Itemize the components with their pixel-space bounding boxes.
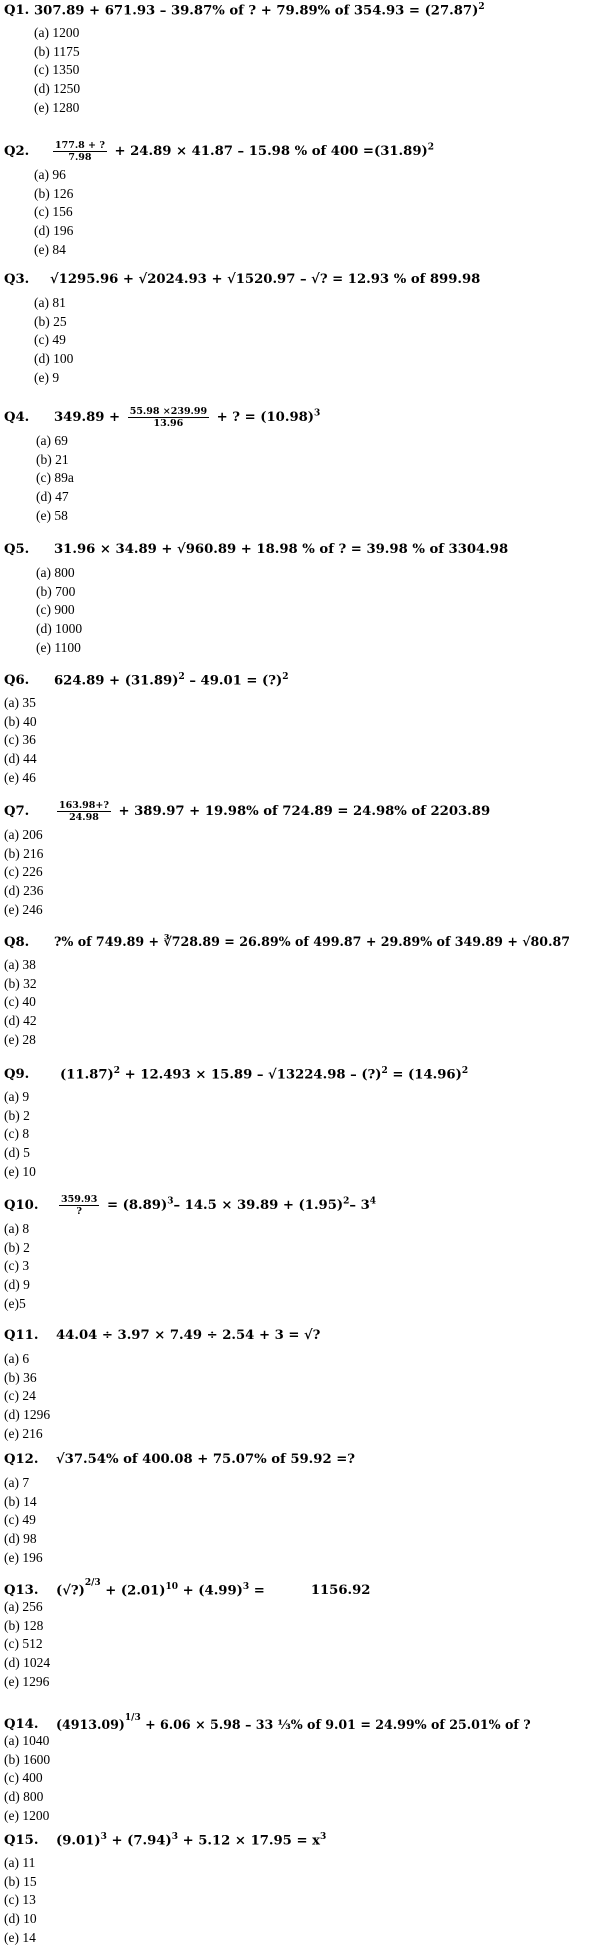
option-c[interactable]: (c) 900 xyxy=(36,602,75,618)
question-expression: 349.89 + $\frac{55.98 \times 239.99}{13.96}$ + ? = $(10.98)^3$ xyxy=(54,405,321,429)
question-expression: 307.89 + 671.93 – 39.87% of ? + 79.89% of $354.93 = (27.87)^2$ xyxy=(34,2,485,19)
question-number: Q4. xyxy=(4,409,30,425)
option-a[interactable]: (a) 11 xyxy=(4,1855,36,1870)
question-expression: $\frac{359.93}{?}$ = $(8.89)^3-$ $14.5 \times 39.89 + (1.95)^2-$ $3^4$ xyxy=(61,1193,377,1217)
option-a[interactable]: (a) 256 xyxy=(4,1599,43,1614)
option-d[interactable]: (d) 1000 xyxy=(36,621,83,637)
question-number: Q3. xyxy=(4,272,30,287)
question-number: Q9. xyxy=(4,1067,30,1083)
option-d[interactable]: (d) 1024 xyxy=(4,1655,51,1671)
question-expression: $\frac{177.8 + ?}{7.98}$ + 24.89 × 41.87 – 15.98 % of $400 =(31.89)^2$ xyxy=(55,139,434,163)
option-a[interactable]: (a) 38 xyxy=(4,957,36,972)
option-d[interactable]: (d) 1296 xyxy=(4,1407,51,1423)
question-number: Q15. xyxy=(4,1833,39,1849)
option-c[interactable]: (c) 226 xyxy=(4,864,43,880)
question-expression: ?% of 749.89 + ∛728.89 = 26.89% of 499.87 + 29.89% of 349.89 + √80.87 xyxy=(54,934,570,949)
question-1 xyxy=(4,2,485,117)
question-9 xyxy=(4,1066,468,1181)
option-e[interactable]: (e) 46 xyxy=(4,769,36,785)
question-13 xyxy=(4,1572,370,1691)
option-a[interactable]: (a) 6 xyxy=(4,1351,30,1366)
option-d[interactable]: (d) 42 xyxy=(4,1013,37,1029)
option-d[interactable]: (d) 100 xyxy=(34,351,74,367)
question-expression: 31.96 × 34.89 + √960.89 + 18.98 % of ? = 39.98 % of 3304.98 xyxy=(54,542,509,557)
option-a[interactable]: (a) 69 xyxy=(36,433,68,448)
option-c[interactable]: (c) 89a xyxy=(36,470,74,486)
option-b[interactable]: (b) 2 xyxy=(4,1239,30,1255)
option-c[interactable]: (c) 512 xyxy=(4,1636,43,1652)
option-c[interactable]: (c) 8 xyxy=(4,1126,30,1142)
option-a[interactable]: (a) 8 xyxy=(4,1221,30,1236)
question-number: Q11. xyxy=(4,1328,39,1343)
option-d[interactable]: (d) 1250 xyxy=(34,81,81,97)
option-e[interactable]: (e)5 xyxy=(4,1295,26,1311)
question-expression: (√?)$^{2/3}$ + $(2.01)^{10} + (4.99)^3 = 1156.92$ xyxy=(56,1577,371,1598)
option-b[interactable]: (b) 126 xyxy=(34,185,74,201)
question-expression: $(4913.09)^{1/3} + 6.06 \times 5.98 - 33$ ⅓% of 9.01 = 24.99% of 25.01% of ? xyxy=(56,1712,531,1732)
question-12 xyxy=(4,1452,355,1567)
option-c[interactable]: (c) 1350 xyxy=(34,62,80,78)
question-number: Q2. xyxy=(4,143,30,159)
option-a[interactable]: (a) 81 xyxy=(34,295,66,310)
question-expression: 44.04 ÷ 3.97 × 7.49 ÷ 2.54 + 3 = √? xyxy=(56,1328,321,1343)
option-e[interactable]: (e) 216 xyxy=(4,1425,43,1441)
question-expression: √1295.96 + √2024.93 + √1520.97 – √? = 12.93 % of 899.98 xyxy=(50,272,481,287)
question-15 xyxy=(4,1832,326,1947)
option-b[interactable]: (b) 2 xyxy=(4,1107,30,1123)
option-d[interactable]: (d) 47 xyxy=(36,489,69,505)
question-3 xyxy=(4,272,480,387)
question-2 xyxy=(4,136,434,259)
option-d[interactable]: (d) 10 xyxy=(4,1911,37,1927)
option-c[interactable]: (c) 49 xyxy=(4,1512,36,1528)
question-6 xyxy=(4,672,289,787)
question-11 xyxy=(4,1328,320,1443)
option-a[interactable]: (a) 96 xyxy=(34,167,66,182)
question-expression: √37.54% of 400.08 + 75.07% of 59.92 =? xyxy=(56,1452,355,1467)
option-c[interactable]: (c) 400 xyxy=(4,1770,43,1786)
option-e[interactable]: (e) 9 xyxy=(34,369,60,385)
question-expression: $(9.01)^3 + (7.94)^3 + 5.12 \times 17.95 = x^3$ xyxy=(56,1832,327,1849)
option-e[interactable]: (e) 1296 xyxy=(4,1673,50,1689)
option-e[interactable]: (e) 10 xyxy=(4,1163,36,1179)
option-b[interactable]: (b) 216 xyxy=(4,845,44,861)
option-c[interactable]: (c) 13 xyxy=(4,1892,36,1908)
option-a[interactable]: (a) 1040 xyxy=(4,1733,50,1748)
option-d[interactable]: (d) 9 xyxy=(4,1277,30,1293)
option-a[interactable]: (a) 7 xyxy=(4,1475,30,1490)
option-a[interactable]: (a) 800 xyxy=(36,565,75,580)
option-e[interactable]: (e) 28 xyxy=(4,1031,36,1047)
option-b[interactable]: (b) 32 xyxy=(4,975,37,991)
question-number: Q1. xyxy=(4,3,30,19)
option-e[interactable]: (e) 1200 xyxy=(4,1807,50,1823)
question-number: Q8. xyxy=(4,935,30,950)
option-e[interactable]: (e) 1100 xyxy=(36,639,81,655)
option-b[interactable]: (b) 36 xyxy=(4,1369,37,1385)
option-b[interactable]: (b) 700 xyxy=(36,583,76,599)
option-c[interactable]: (c) 156 xyxy=(34,204,73,220)
option-e[interactable]: (e) 1280 xyxy=(34,99,80,115)
question-4 xyxy=(4,402,320,525)
question-number: Q7. xyxy=(4,803,30,819)
option-d[interactable]: (d) 236 xyxy=(4,883,44,899)
option-b[interactable]: (b) 1175 xyxy=(34,43,80,59)
question-number: Q6. xyxy=(4,673,30,689)
option-e[interactable]: (e) 14 xyxy=(4,1929,36,1945)
option-d[interactable]: (d) 800 xyxy=(4,1789,44,1805)
option-b[interactable]: (b) 21 xyxy=(36,451,69,467)
question-number: Q5. xyxy=(4,542,30,557)
option-c[interactable]: (c) 49 xyxy=(34,332,66,348)
option-b[interactable]: (b) 14 xyxy=(4,1493,37,1509)
option-c[interactable]: (c) 40 xyxy=(4,994,36,1010)
question-expression: $624.89 + (31.89)^2 - 49.01$ = (?)$^2$ xyxy=(54,672,289,689)
option-d[interactable]: (d) 196 xyxy=(34,223,74,239)
question-number: Q10. xyxy=(4,1197,39,1213)
option-c[interactable]: (c) 24 xyxy=(4,1388,36,1404)
question-expression: $\frac{163.98+?}{24.98}$ + 389.97 + 19.98% of 724.89 = 24.98% of 2203.89 xyxy=(59,799,491,823)
option-a[interactable]: (a) 1200 xyxy=(34,25,80,40)
option-d[interactable]: (d) 44 xyxy=(4,751,37,767)
option-b[interactable]: (b) 40 xyxy=(4,713,37,729)
option-c[interactable]: (c) 36 xyxy=(4,732,36,748)
option-c[interactable]: (c) 3 xyxy=(4,1258,30,1274)
question-expression: $(11.87)^2 + 12.493 \times 15.89 - √13224.98$ – (?)$^2$ = $(14.96)^2$ xyxy=(60,1066,469,1083)
question-5 xyxy=(4,542,508,657)
question-7 xyxy=(4,796,490,919)
option-b[interactable]: (b) 128 xyxy=(4,1617,44,1633)
option-e[interactable]: (e) 246 xyxy=(4,901,43,917)
question-10 xyxy=(4,1190,376,1313)
option-a[interactable]: (a) 9 xyxy=(4,1089,30,1104)
option-d[interactable]: (d) 5 xyxy=(4,1145,30,1161)
question-number: Q14. xyxy=(4,1717,39,1732)
option-e[interactable]: (e) 84 xyxy=(34,241,66,257)
question-number: Q12. xyxy=(4,1452,39,1467)
question-8 xyxy=(4,934,570,1049)
option-e[interactable]: (e) 58 xyxy=(36,507,68,523)
question-number: Q13. xyxy=(4,1583,39,1598)
option-a[interactable]: (a) 35 xyxy=(4,695,36,710)
option-b[interactable]: (b) 1600 xyxy=(4,1751,51,1767)
question-14 xyxy=(4,1706,531,1825)
option-d[interactable]: (d) 98 xyxy=(4,1531,37,1547)
option-a[interactable]: (a) 206 xyxy=(4,827,43,842)
option-b[interactable]: (b) 15 xyxy=(4,1873,37,1889)
option-b[interactable]: (b) 25 xyxy=(34,313,67,329)
option-e[interactable]: (e) 196 xyxy=(4,1549,43,1565)
